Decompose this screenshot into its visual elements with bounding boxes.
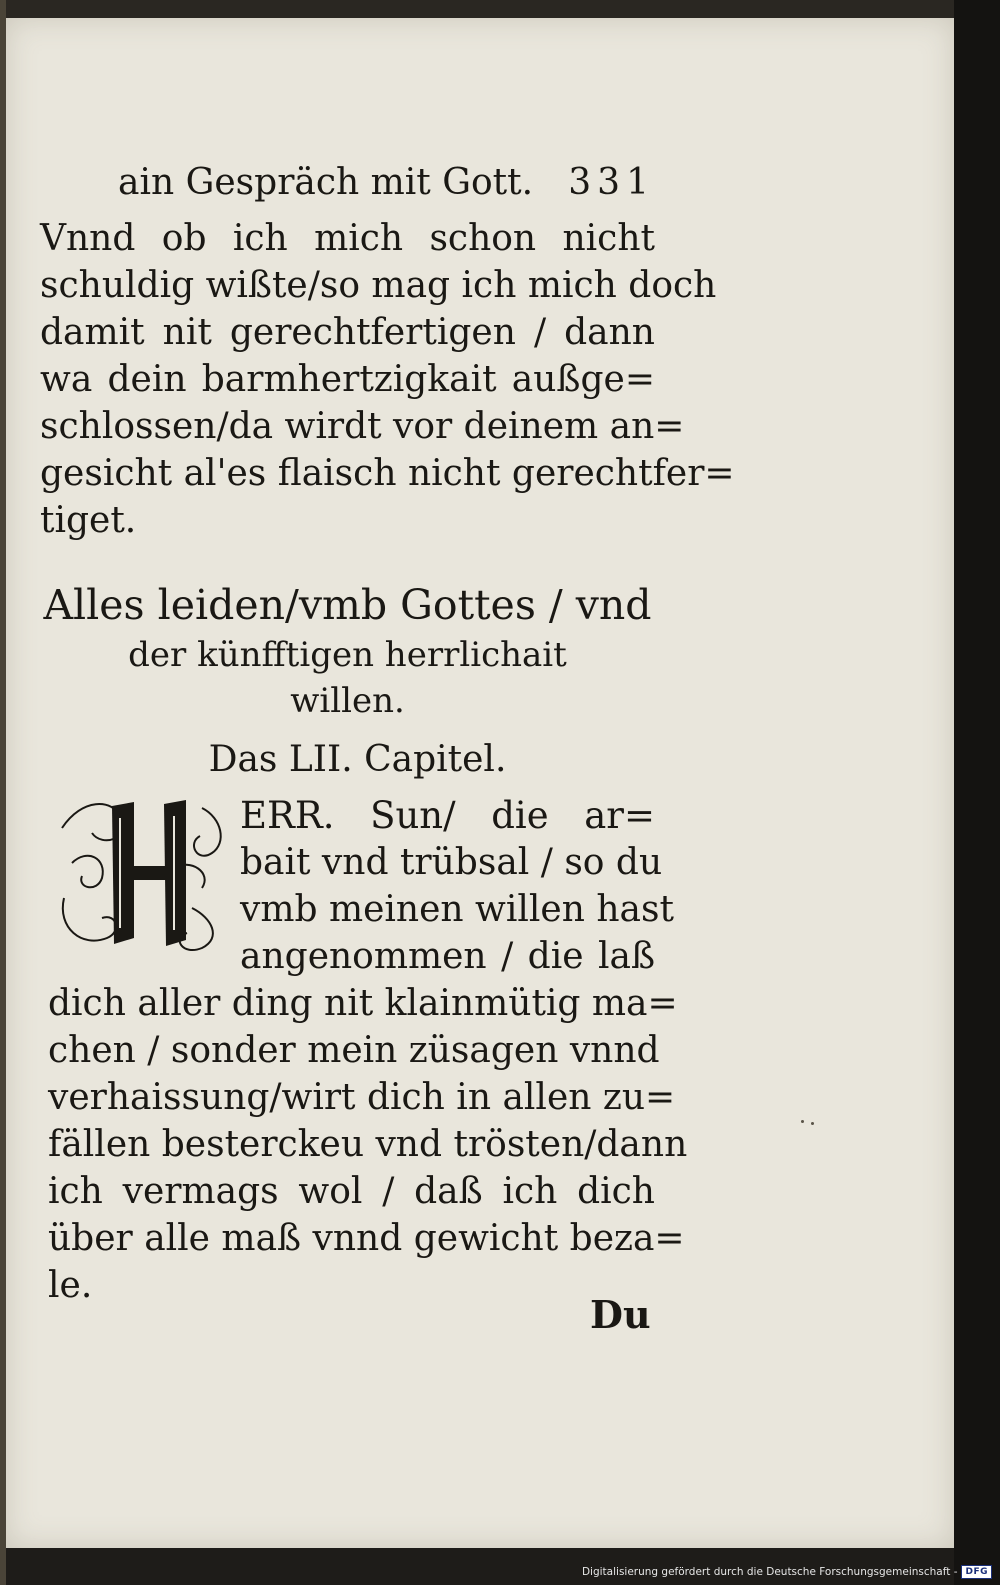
text-line: verhaissung/wirt dich in allen zu=: [48, 1077, 676, 1118]
text-line: le.: [48, 1265, 93, 1306]
text-line: damit nit gerechtfertigen / dann: [40, 312, 655, 353]
text-line: Vnnd ob ich mich schon nicht: [40, 218, 655, 259]
decorated-initial-h: [52, 788, 232, 956]
text-line: fällen besterckeu vnd trösten/dann: [48, 1124, 688, 1165]
text-line: tiget.: [40, 500, 137, 541]
digitization-footer: [581, 1563, 992, 1581]
text-line: schuldig wißte/so mag ich mich doch: [40, 265, 717, 306]
initial-crossbar: [130, 866, 170, 880]
text-line: ich vermags wol / daß ich dich: [48, 1171, 655, 1212]
paragraph-1: [40, 215, 735, 544]
text-line: angenommen / die laß: [240, 936, 655, 977]
text-line: vmb meinen willen hast: [240, 889, 674, 930]
page-number: 331: [568, 162, 655, 203]
chapter-label: Das LII. Capitel.: [208, 739, 507, 780]
paper-speck: [801, 1120, 804, 1123]
catchword: Du: [590, 1292, 651, 1337]
text-line: ERR. Sun/ die ar=: [240, 794, 655, 837]
text-line: dich aller ding nit klainmütig ma=: [48, 983, 678, 1024]
paragraph-2: [48, 980, 688, 1309]
text-line: schlossen/da wirdt vor deinem an=: [40, 406, 685, 447]
paragraph-2-indented: [240, 792, 674, 980]
flourish: [63, 898, 116, 941]
scan-top-edge: [0, 0, 1000, 18]
paper-speck: [811, 1122, 814, 1125]
text-line: gesicht al'es flaisch nicht gerechtfer=: [40, 453, 735, 494]
running-title: ain Gespräch mit Gott.: [118, 162, 534, 203]
flourish: [194, 808, 221, 856]
text-line: bait vnd trübsal / so du: [240, 842, 663, 883]
text-line: chen / sonder mein züsagen vnnd: [48, 1030, 660, 1071]
chapter-heading: [40, 578, 655, 724]
chapter-heading-line: Alles leiden/vmb Gottes / vnd: [43, 581, 652, 629]
funding-credit: Digitalisierung gefördert durch die Deutsche Forschungsgemeinschaft -: [581, 1566, 958, 1578]
scan-right-edge: [954, 0, 1000, 1585]
chapter-heading-line: willen.: [290, 681, 405, 721]
chapter-heading-line: der künfftigen herrlichait: [128, 635, 567, 675]
page-header: [118, 158, 655, 208]
text-line: über alle maß vnnd gewicht beza=: [48, 1218, 685, 1259]
dfg-logo: DFG: [961, 1565, 992, 1579]
text-line: wa dein barmhertzigkait außge=: [40, 359, 655, 400]
flourish: [72, 856, 103, 888]
